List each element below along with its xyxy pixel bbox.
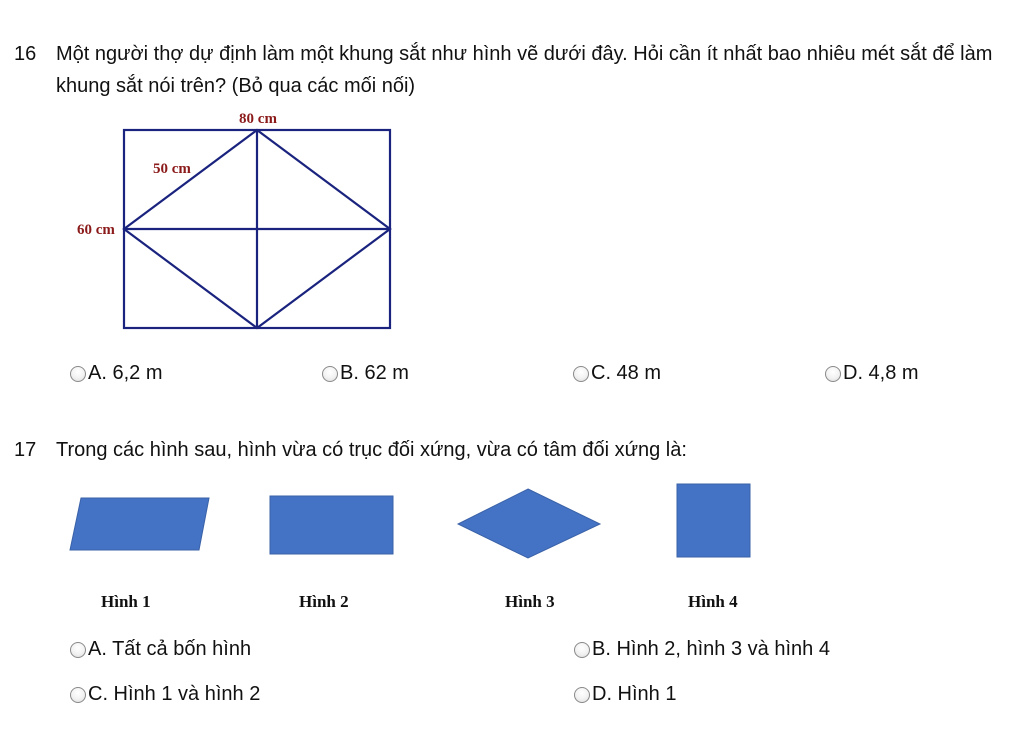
q16-option-c[interactable] xyxy=(573,362,661,385)
label-50cm: 50 cm xyxy=(153,161,191,177)
q16-option-d[interactable] xyxy=(825,362,919,385)
label-60cm: 60 cm xyxy=(77,222,115,238)
question-16-text-line2: khung sắt nói trên? (Bỏ qua các mối nối) xyxy=(56,75,416,97)
radio-icon[interactable] xyxy=(573,366,589,382)
symmetry-shapes-figure xyxy=(0,478,780,568)
q17-option-d-label: D. Hình 1 xyxy=(592,683,677,705)
q16-option-c-label: C. 48 m xyxy=(591,362,662,384)
q17-option-a-label: A. Tất cả bốn hình xyxy=(88,638,252,660)
q16-option-a[interactable] xyxy=(70,362,162,385)
q16-option-b[interactable] xyxy=(322,362,409,385)
radio-icon[interactable] xyxy=(574,642,590,658)
q16-option-b-label: B. 62 m xyxy=(340,362,409,384)
iron-frame-figure xyxy=(0,100,420,340)
shape-square xyxy=(677,484,750,557)
radio-icon[interactable] xyxy=(574,687,590,703)
label-80cm: 80 cm xyxy=(239,111,277,127)
shape-parallelogram xyxy=(70,498,209,550)
shape-label-1: Hình 1 xyxy=(101,592,151,611)
shape-label-2: Hình 2 xyxy=(299,592,349,611)
shape-label-4: Hình 4 xyxy=(688,592,738,611)
radio-icon[interactable] xyxy=(322,366,338,382)
q17-option-b[interactable] xyxy=(574,638,830,661)
q17-option-c[interactable] xyxy=(70,683,260,706)
radio-icon[interactable] xyxy=(70,366,86,382)
shape-rectangle xyxy=(270,496,393,554)
question-16-text xyxy=(56,38,992,102)
shape-label-3: Hình 3 xyxy=(505,592,555,611)
q17-option-c-label: C. Hình 1 và hình 2 xyxy=(88,683,261,705)
question-16-text-line1: Một người thợ dự định làm một khung sắt như hình vẽ dưới đây. Hỏi cần ít nhất bao nhiêu mét sắt để làm xyxy=(56,43,993,65)
radio-icon[interactable] xyxy=(70,642,86,658)
question-17-number: 17 xyxy=(14,439,37,461)
q16-option-d-label: D. 4,8 m xyxy=(843,362,919,384)
q17-option-a[interactable] xyxy=(70,638,251,661)
q16-option-a-label: A. 6,2 m xyxy=(88,362,163,384)
q17-option-b-label: B. Hình 2, hình 3 và hình 4 xyxy=(592,638,830,660)
question-16-number: 16 xyxy=(14,43,37,65)
radio-icon[interactable] xyxy=(825,366,841,382)
radio-icon[interactable] xyxy=(70,687,86,703)
q17-option-d[interactable] xyxy=(574,683,676,706)
question-17-text: Trong các hình sau, hình vừa có trục đối xứng, vừa có tâm đối xứng là: xyxy=(56,439,687,461)
shape-rhombus xyxy=(458,489,600,558)
